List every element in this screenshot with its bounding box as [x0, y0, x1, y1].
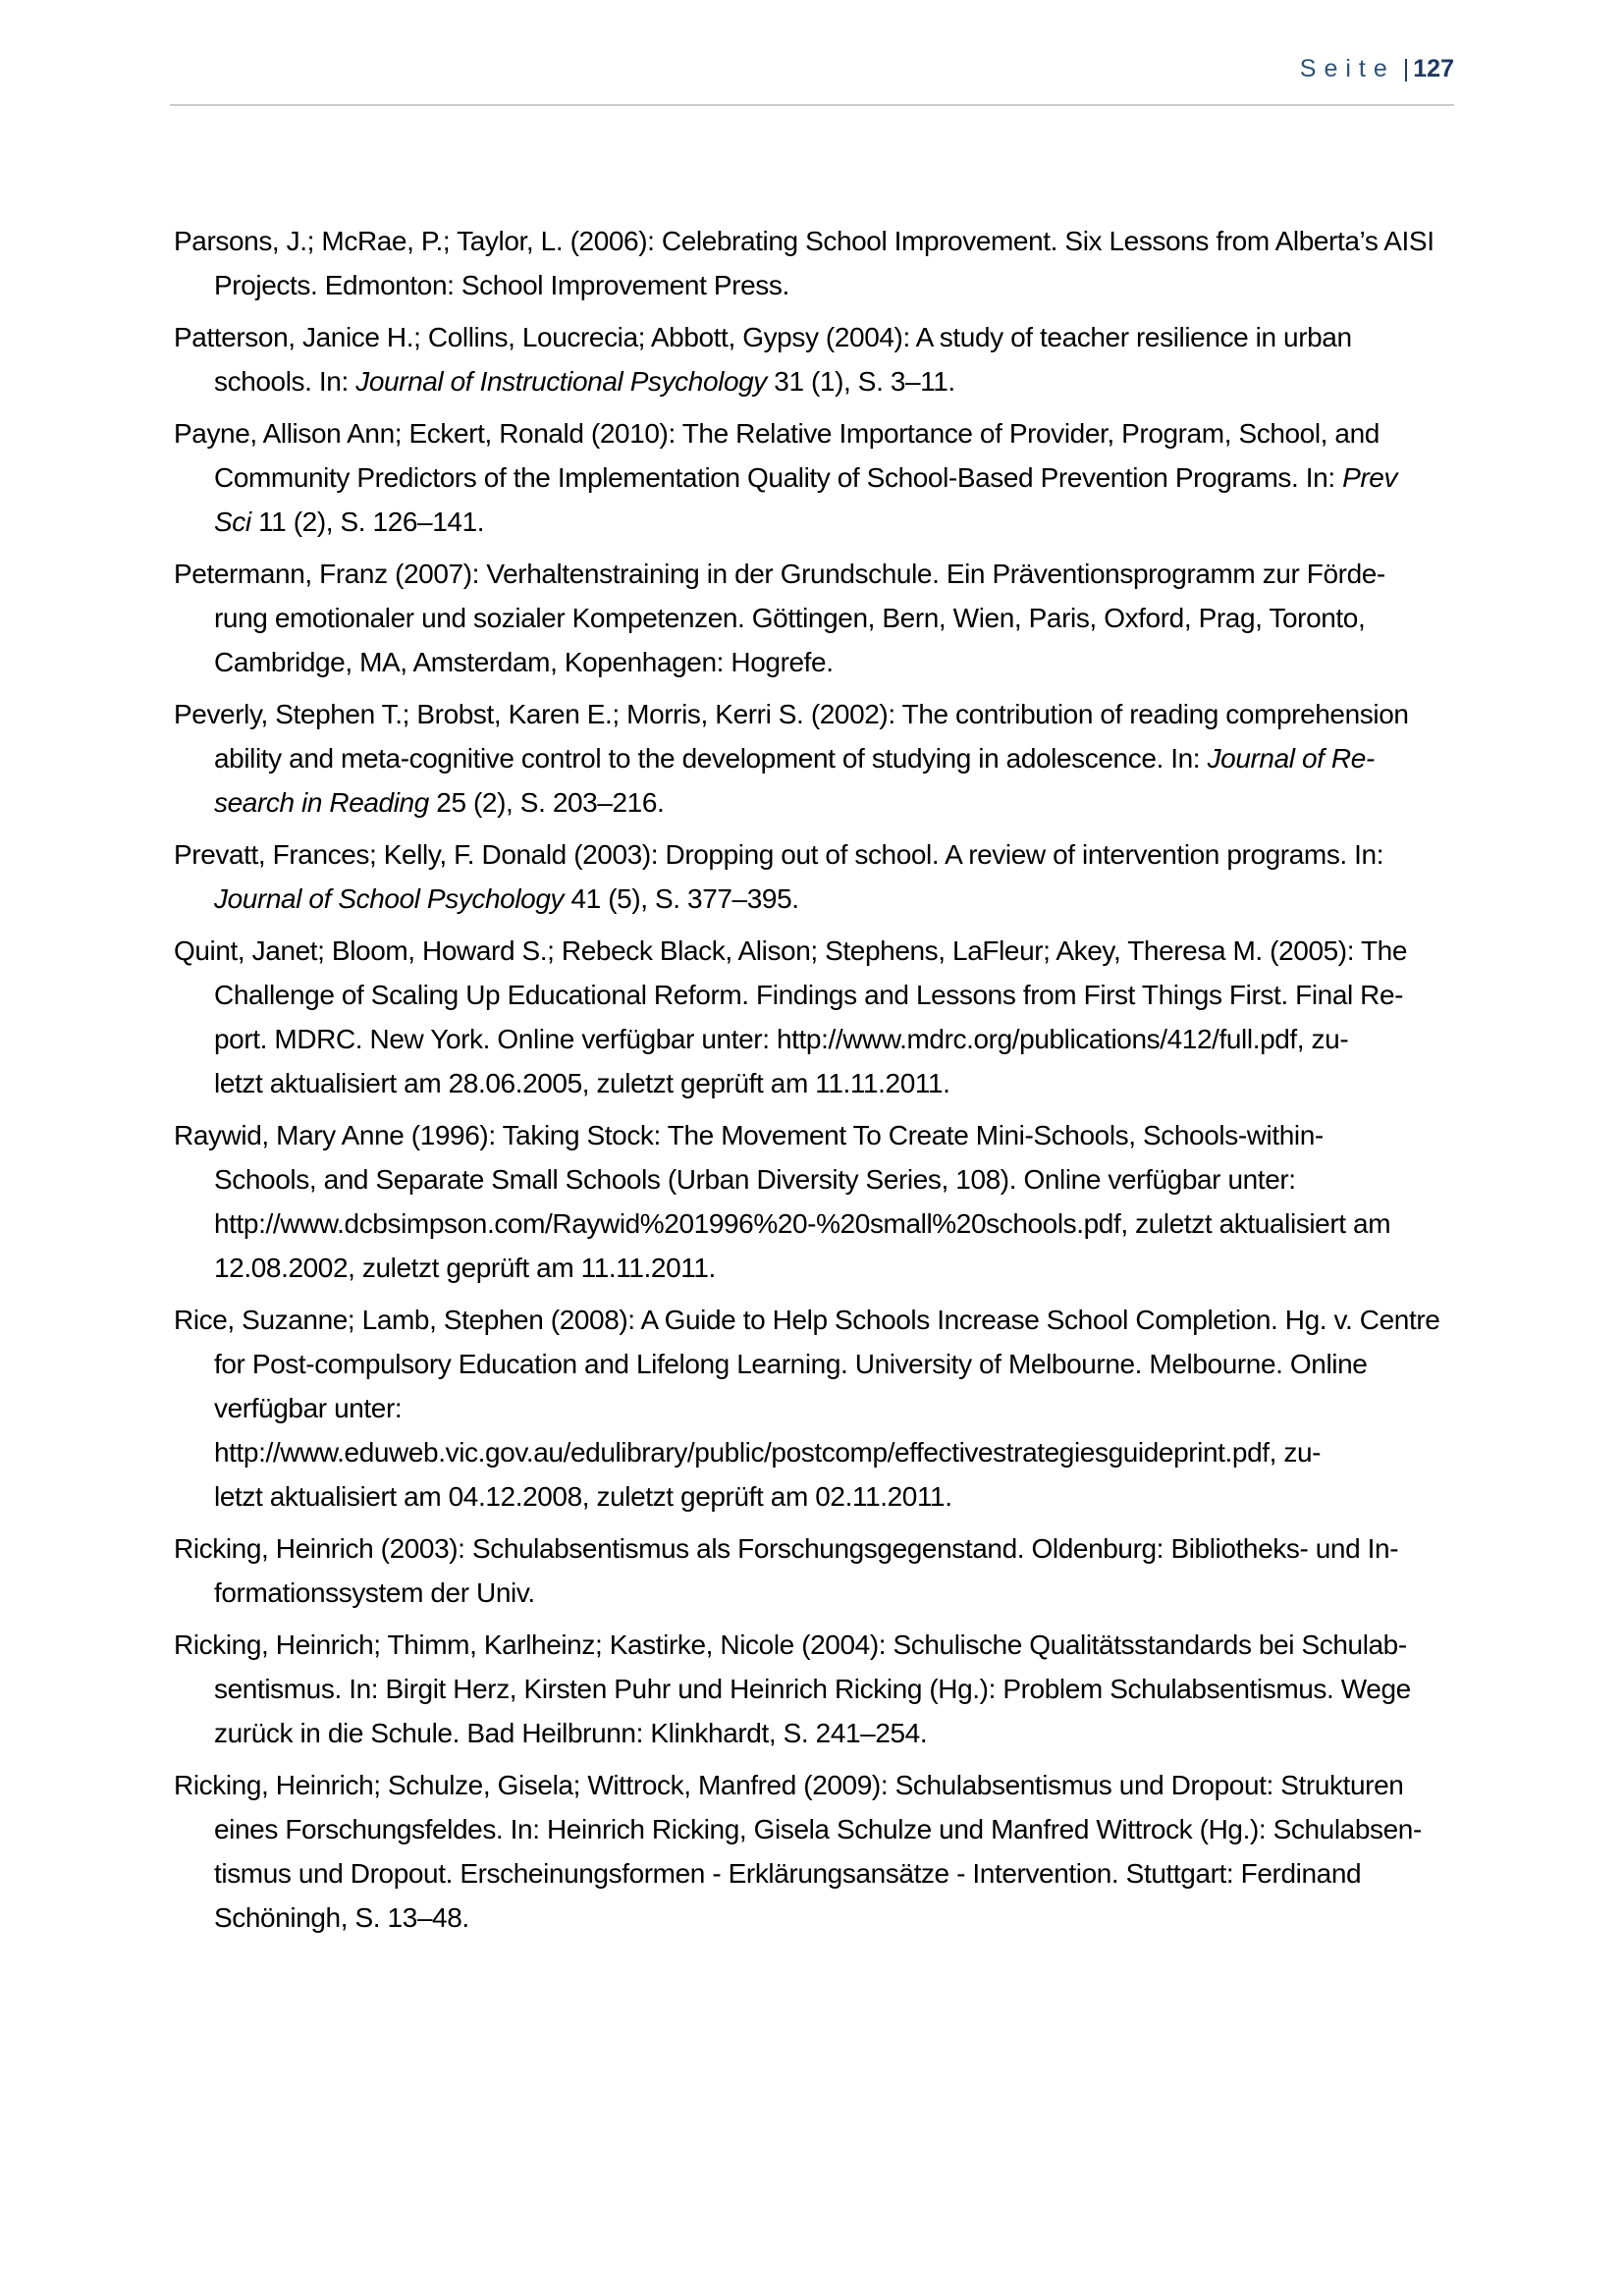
- reference-line: Ricking, Heinrich (2003): Schulabsentismus als Forschungsgegenstand. Oldenburg: Bibliotheks- und In-: [174, 1533, 1399, 1564]
- reference-line: zurück in die Schule. Bad Heilbrunn: Klinkhardt, S. 241–254.: [214, 1718, 928, 1748]
- reference-line: letzt aktualisiert am 04.12.2008, zuletzt geprüft am 02.11.2011.: [214, 1481, 952, 1512]
- reference-entry: [174, 315, 1568, 403]
- reference-line: sentismus. In: Birgit Herz, Kirsten Puhr und Heinrich Ricking (Hg.): Problem Schulabsentismus. Wege: [214, 1674, 1411, 1704]
- reference-entry: [174, 929, 1568, 1105]
- reference-line: Schools, and Separate Small Schools (Urban Diversity Series, 108). Online verfügbar unter:: [214, 1164, 1296, 1195]
- reference-entry: [174, 1763, 1568, 1940]
- reference-line: formationssystem der Univ.: [214, 1577, 535, 1608]
- reference-line: Community Predictors of the Implementation Quality of School-Based Prevention Programs. In: Prev: [214, 462, 1398, 493]
- header-page-label: Seite: [1299, 55, 1395, 82]
- references-list: [174, 219, 1568, 1948]
- reference-line: http://www.dcbsimpson.com/Raywid%201996%20-%20small%20schools.pdf, zuletzt aktualisiert am: [214, 1208, 1391, 1239]
- reference-line: Quint, Janet; Bloom, Howard S.; Rebeck Black, Alison; Stephens, LaFleur; Akey, Theresa M. (2005): The: [174, 935, 1408, 966]
- header-page-number: 127: [1413, 55, 1454, 82]
- reference-line: Ricking, Heinrich; Schulze, Gisela; Wittrock, Manfred (2009): Schulabsentismus und Dropout: Strukturen: [174, 1770, 1404, 1800]
- reference-entry: [174, 1623, 1568, 1755]
- reference-line: Raywid, Mary Anne (1996): Taking Stock: The Movement To Create Mini-Schools, Schools-within-: [174, 1120, 1324, 1150]
- page-header: [170, 55, 1454, 83]
- reference-entry: [174, 1526, 1568, 1615]
- reference-entry: [174, 692, 1568, 825]
- reference-line: Parsons, J.; McRae, P.; Taylor, L. (2006): Celebrating School Improvement. Six Lessons from Alberta’s AISI: [174, 226, 1435, 256]
- reference-line: Peverly, Stephen T.; Brobst, Karen E.; Morris, Kerri S. (2002): The contribution of reading comprehension: [174, 699, 1409, 729]
- reference-entry: [174, 1298, 1568, 1519]
- reference-entry: [174, 552, 1568, 684]
- reference-line: Sci 11 (2), S. 126–141.: [214, 507, 485, 537]
- reference-line: 12.08.2002, zuletzt geprüft am 11.11.2011.: [214, 1253, 716, 1283]
- reference-line: eines Forschungsfeldes. In: Heinrich Ricking, Gisela Schulze und Manfred Wittrock (Hg.): Schulabsen-: [214, 1814, 1422, 1844]
- reference-entry: [174, 411, 1568, 544]
- reference-line: Prevatt, Frances; Kelly, F. Donald (2003): Dropping out of school. A review of intervention programs. In:: [174, 839, 1384, 870]
- header-separator: |: [1402, 55, 1410, 82]
- reference-line: Journal of School Psychology 41 (5), S. 377–395.: [214, 883, 799, 914]
- reference-line: Ricking, Heinrich; Thimm, Karlheinz; Kastirke, Nicole (2004): Schulische Qualitätsstandards bei Schulab-: [174, 1629, 1407, 1660]
- reference-line: verfügbar unter:: [214, 1393, 403, 1423]
- reference-entry: [174, 832, 1568, 921]
- reference-line: letzt aktualisiert am 28.06.2005, zuletzt geprüft am 11.11.2011.: [214, 1068, 950, 1098]
- reference-line: rung emotionaler und sozialer Kompetenzen. Göttingen, Bern, Wien, Paris, Oxford, Prag, Toronto,: [214, 603, 1366, 633]
- reference-line: Payne, Allison Ann; Eckert, Ronald (2010): The Relative Importance of Provider, Program, School, and: [174, 418, 1380, 449]
- reference-line: http://www.eduweb.vic.gov.au/edulibrary/public/postcomp/effectivestrategiesguideprint.pdf, zu-: [214, 1437, 1322, 1468]
- reference-line: Challenge of Scaling Up Educational Reform. Findings and Lessons from First Things First. Final Re-: [214, 980, 1404, 1010]
- reference-line: Petermann, Franz (2007): Verhaltenstraining in der Grundschule. Ein Präventionsprogramm zur Förde-: [174, 559, 1385, 589]
- reference-line: tismus und Dropout. Erscheinungsformen - Erklärungsansätze - Intervention. Stuttgart: Ferdinand: [214, 1858, 1362, 1889]
- reference-line: Patterson, Janice H.; Collins, Loucrecia; Abbott, Gypsy (2004): A study of teacher resilience in urban: [174, 322, 1352, 352]
- reference-line: Cambridge, MA, Amsterdam, Kopenhagen: Hogrefe.: [214, 647, 834, 677]
- reference-entry: [174, 1113, 1568, 1290]
- reference-line: Schöningh, S. 13–48.: [214, 1902, 469, 1933]
- reference-line: Projects. Edmonton: School Improvement Press.: [214, 270, 789, 300]
- header-rule: [170, 104, 1454, 106]
- reference-line: ability and meta-cognitive control to the development of studying in adolescence. In: Journal of Re-: [214, 743, 1375, 774]
- reference-entry: [174, 219, 1568, 307]
- reference-line: for Post-compulsory Education and Lifelong Learning. University of Melbourne. Melbourne. Online: [214, 1349, 1368, 1379]
- reference-line: schools. In: Journal of Instructional Psychology 31 (1), S. 3–11.: [214, 366, 955, 397]
- reference-line: port. MDRC. New York. Online verfügbar unter: http://www.mdrc.org/publications/412/full.pdf, zu-: [214, 1024, 1349, 1054]
- reference-line: search in Reading 25 (2), S. 203–216.: [214, 787, 665, 818]
- reference-line: Rice, Suzanne; Lamb, Stephen (2008): A Guide to Help Schools Increase School Completion. Hg. v. Centre: [174, 1305, 1440, 1335]
